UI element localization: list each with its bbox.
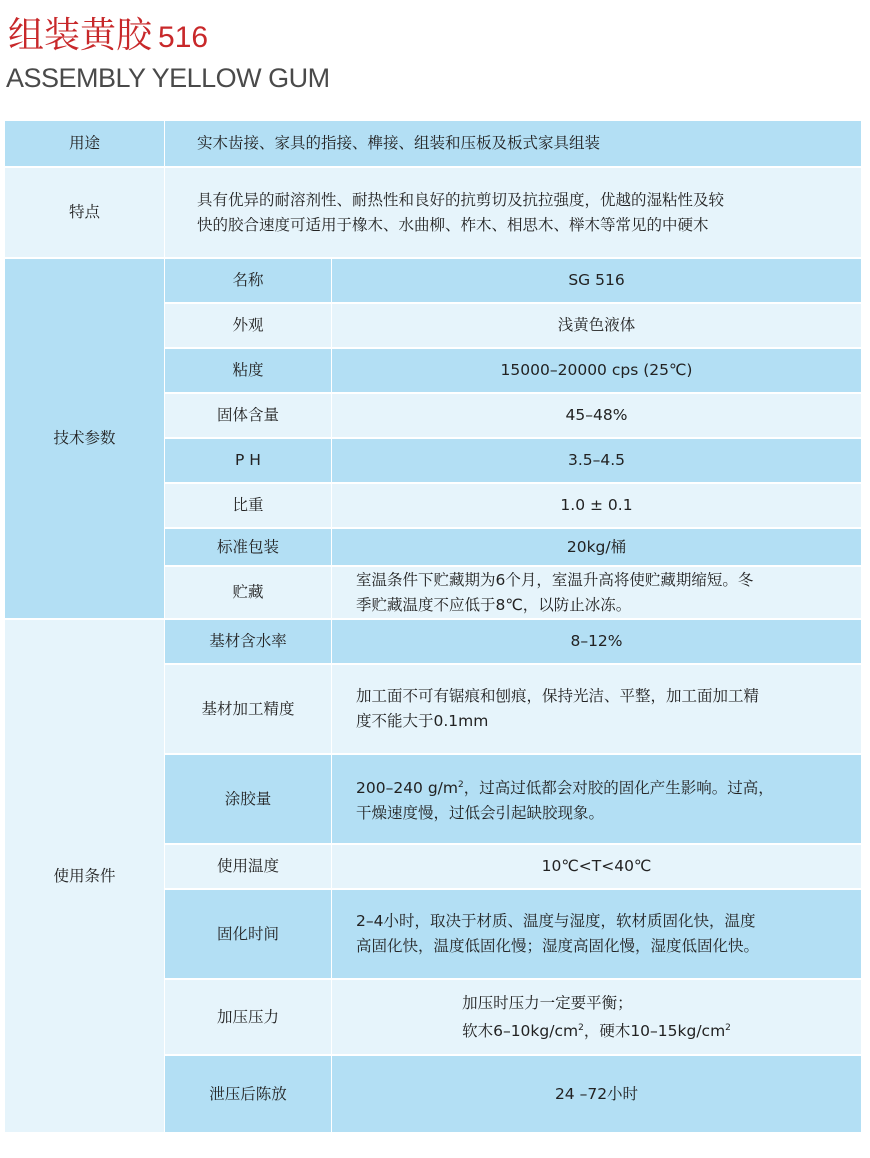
condition-row-name: 固化时间: [164, 890, 331, 978]
features-label: 特点: [5, 168, 164, 257]
page-title: [8, 14, 208, 60]
condition-row-name: 使用温度: [164, 845, 331, 888]
tech-row-value: 3.5–4.5: [331, 439, 861, 482]
condition-row-name: 泄压后陈放: [164, 1056, 331, 1132]
storage-line-1: 室温条件下贮藏期为6个月，室温升高将使贮藏期缩短。冬: [356, 570, 754, 589]
condition-row-value: 24 –72小时: [331, 1056, 861, 1132]
tech-row-value: 45–48%: [331, 394, 861, 437]
pressure-line-2: 软木$6-10kg/cm^2$，硬木$10-15kg/cm^2$: [462, 1021, 731, 1040]
conditions-label: 使用条件: [5, 620, 164, 1132]
precision-line-2: 度不能大于0.1mm: [356, 712, 489, 730]
tech-row-name: 名称: [164, 259, 331, 302]
usage-value: 实木齿接、家具的指接、榫接、组装和压板及板式家具组装: [164, 121, 861, 166]
spread-line-1: 200–240 $g/m^2$，过高过低都会对胶的固化产生影响。过高，: [356, 778, 774, 797]
tech-row-value: SG 516: [331, 259, 861, 302]
page-subtitle: ASSEMBLY YELLOW GUM: [6, 63, 330, 93]
usage-label: 用途: [5, 121, 164, 166]
title-model-number: 516: [158, 21, 209, 54]
tech-row-value: 15000–20000 cps (25℃): [331, 349, 861, 392]
condition-row-value: [331, 980, 861, 1054]
condition-row-value: [331, 665, 861, 753]
precision-line-1: 加工面不可有锯痕和刨痕，保持光洁、平整，加工面加工精: [356, 687, 760, 705]
tech-row-name: P H: [164, 439, 331, 482]
tech-row-name: 粘度: [164, 349, 331, 392]
condition-row-name: 加压压力: [164, 980, 331, 1054]
pressure-line-1: 加压时压力一定要平衡；: [462, 993, 633, 1012]
condition-row-value: 8–12%: [331, 620, 861, 663]
tech-row-name: 固体含量: [164, 394, 331, 437]
tech-row-name: 比重: [164, 484, 331, 527]
tech-row-value: 1.0 ± 0.1: [331, 484, 861, 527]
features-value: [164, 168, 861, 257]
title-chinese: 组装黄胶: [8, 15, 153, 56]
tech-row-value: [331, 567, 861, 618]
tech-row-name: 外观: [164, 304, 331, 347]
features-line-2: 快的胶合速度可适用于橡木、水曲柳、柞木、相思木、榉木等常见的中硬木: [197, 215, 709, 234]
storage-line-2: 季贮藏温度不应低于8℃，以防止冰冻。: [356, 595, 632, 614]
condition-row-value: 10℃<T<40℃: [331, 845, 861, 888]
spread-line-2: 干燥速度慢，过低会引起缺胶现象。: [356, 803, 605, 822]
features-line-1: 具有优异的耐溶剂性、耐热性和良好的抗剪切及抗拉强度，优越的湿粘性及较: [197, 190, 725, 209]
cure-line-2: 高固化快，温度低固化慢；湿度高固化慢，湿度低固化快。: [356, 937, 760, 955]
tech-row-value: 20kg/桶: [331, 529, 861, 565]
condition-row-name: 基材加工精度: [164, 665, 331, 753]
cure-line-1: 2–4小时，取决于材质、温度与湿度，软材质固化快，温度: [356, 912, 756, 930]
condition-row-name: 涂胶量: [164, 755, 331, 843]
tech-row-value: 浅黄色液体: [331, 304, 861, 347]
condition-row-value: [331, 890, 861, 978]
condition-row-value: [331, 755, 861, 843]
condition-row-name: 基材含水率: [164, 620, 331, 663]
tech-params-label: 技术参数: [5, 259, 164, 618]
tech-row-name: 贮藏: [164, 567, 331, 618]
tech-row-name: 标准包装: [164, 529, 331, 565]
